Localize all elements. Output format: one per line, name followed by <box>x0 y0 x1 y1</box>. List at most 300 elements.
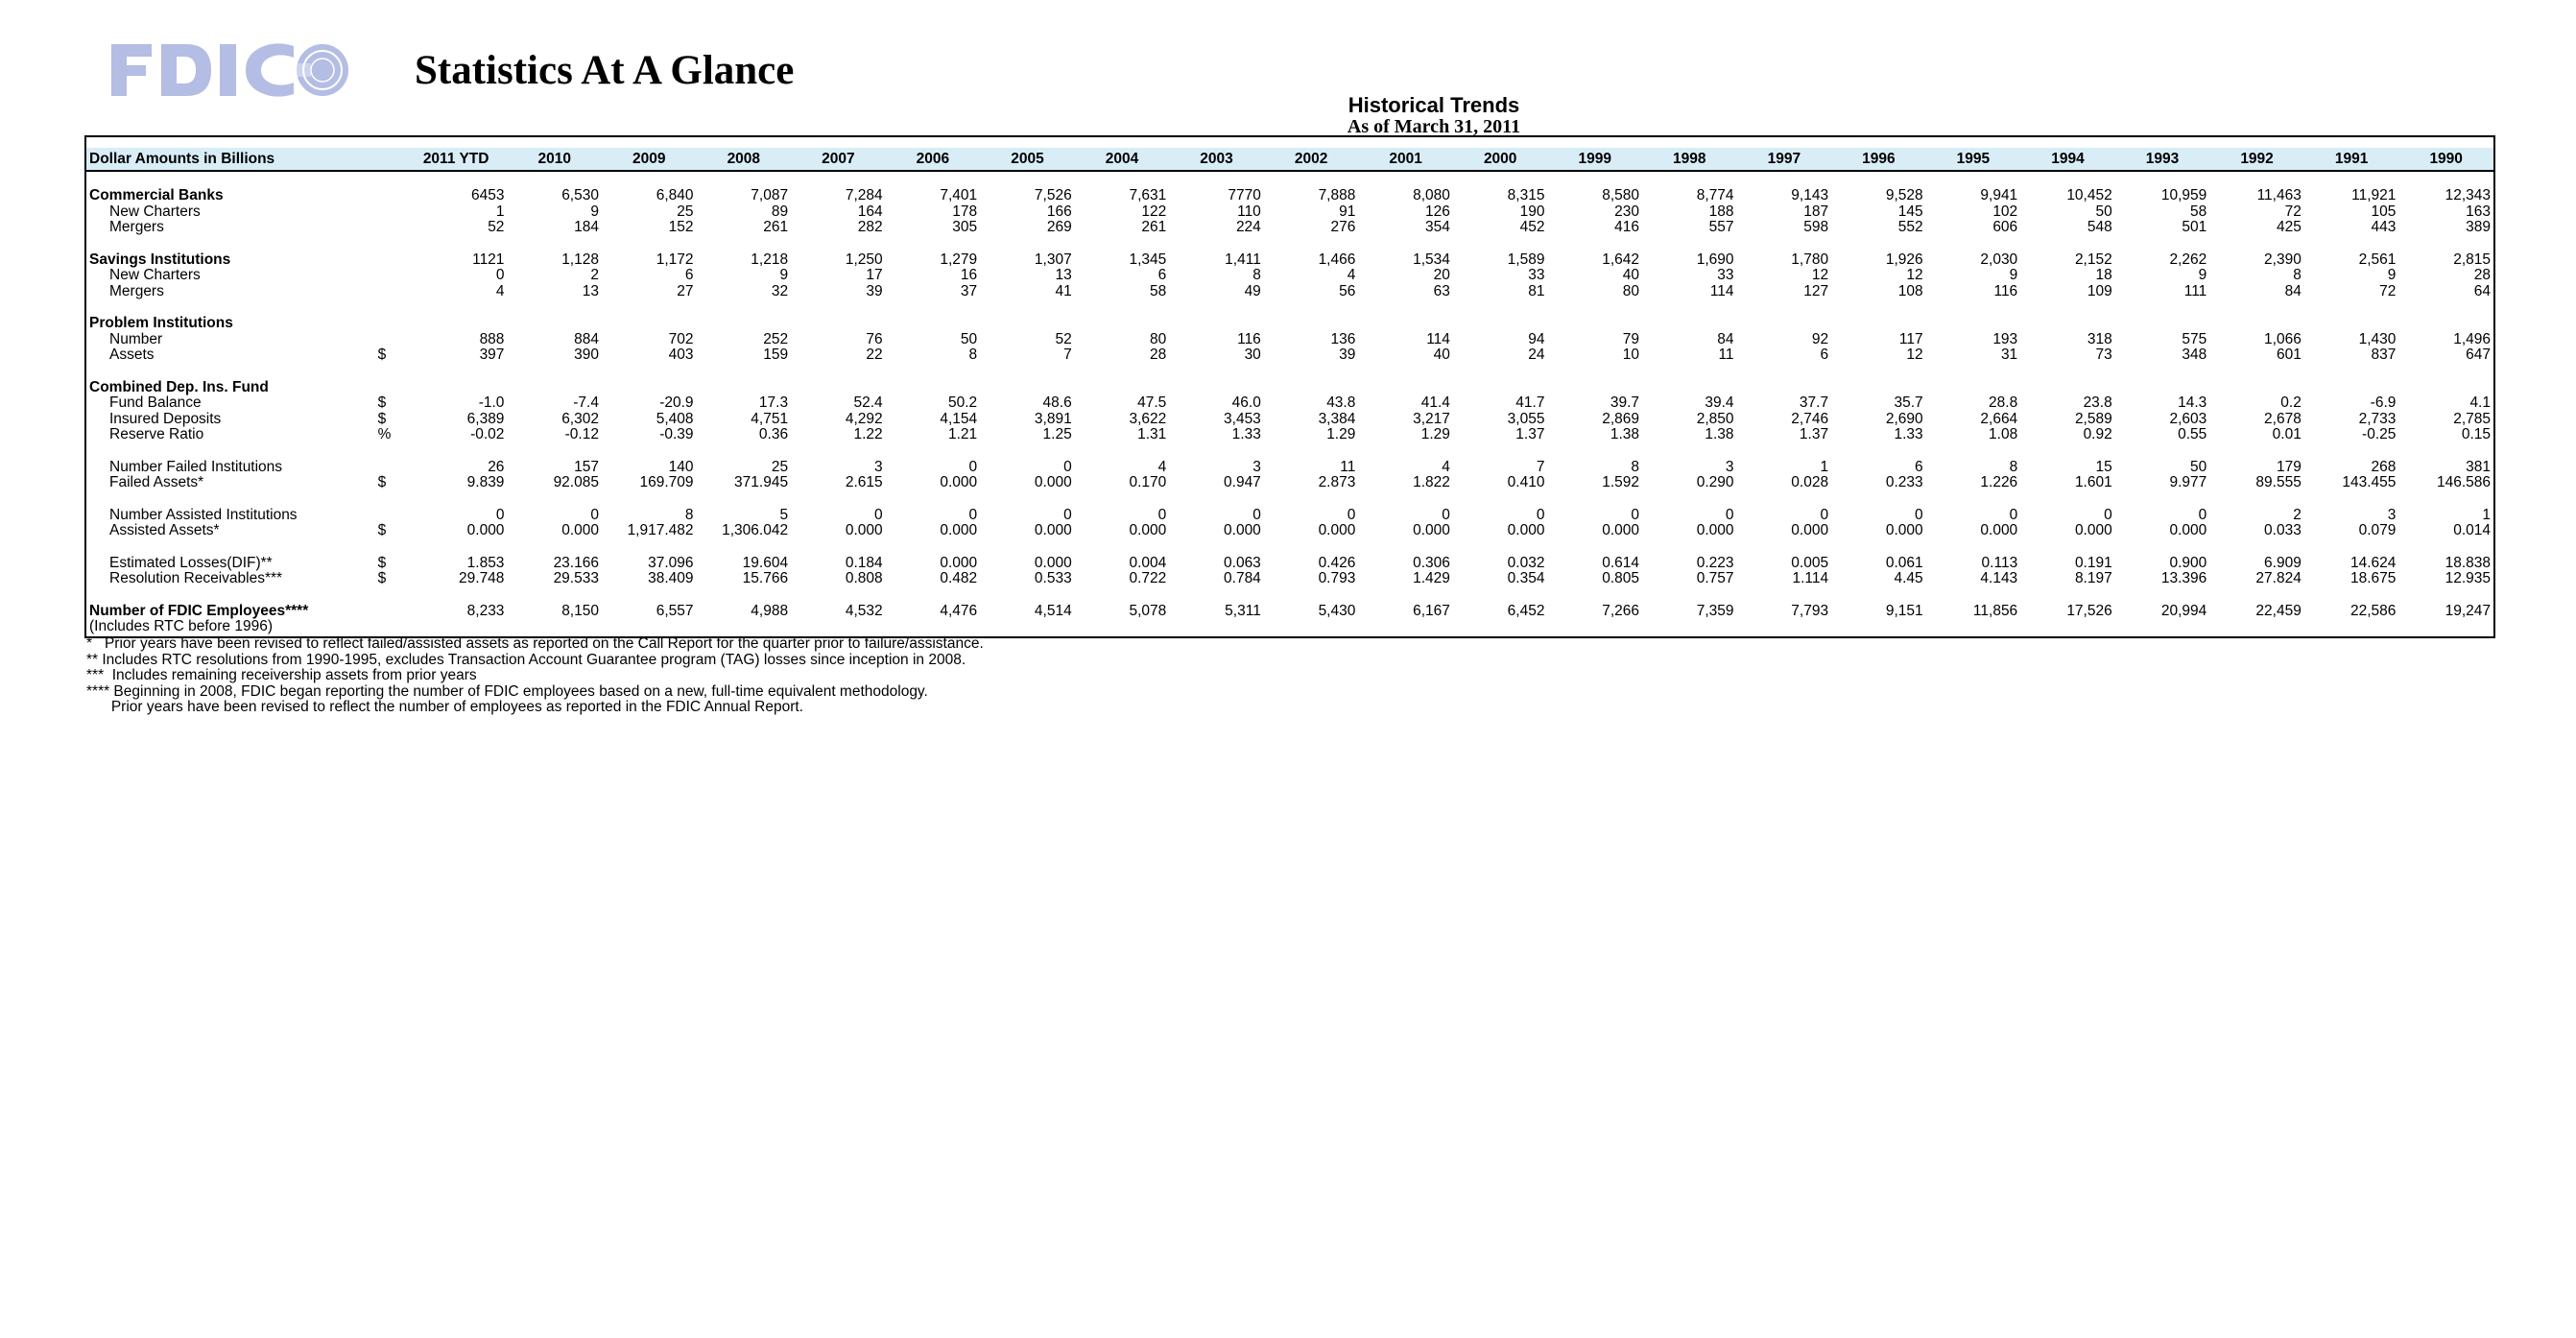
spacer-row <box>86 364 2493 380</box>
table-cell: -0.39 <box>659 426 694 442</box>
table-cell: 11 <box>1718 346 1734 363</box>
table-cell: 0.000 <box>1980 522 2018 538</box>
table-cell: 6 <box>1157 267 1167 283</box>
table-cell: 12 <box>1906 267 1923 283</box>
header-year: 2010 <box>507 148 602 171</box>
table-cell: 0.113 <box>1981 554 2018 571</box>
table-cell: 0.000 <box>1507 522 1545 538</box>
table-cell: 52.4 <box>853 394 883 411</box>
table-row <box>86 395 2493 412</box>
table-cell: 1.37 <box>1799 426 1829 442</box>
table-cell: 0.000 <box>1602 522 1639 538</box>
table-cell: 0.000 <box>940 554 978 571</box>
table-cell: 598 <box>1803 219 1829 235</box>
table-cell: 0 <box>1915 506 1923 523</box>
table-cell: 3 <box>2387 506 2397 523</box>
spacer-cell <box>86 299 2493 316</box>
table-cell: 5,430 <box>1318 602 1356 619</box>
table-cell: 371.945 <box>734 474 789 490</box>
header-year: 2002 <box>1264 148 1359 171</box>
header-year: 2008 <box>697 148 792 171</box>
table-cell: 28.8 <box>1989 394 2018 411</box>
table-cell: 41.4 <box>1420 394 1450 411</box>
report-date: As of March 31, 2011 <box>1347 116 1521 137</box>
table-cell: 169.709 <box>639 474 694 490</box>
spacer-row <box>86 587 2493 604</box>
row-label: New Charters <box>109 267 201 283</box>
table-cell: 33 <box>1528 267 1545 283</box>
table-cell: 50 <box>960 330 978 347</box>
table-cell: 7,631 <box>1129 187 1167 203</box>
table-cell: 0.000 <box>1129 522 1167 538</box>
table-cell: 6,840 <box>656 187 694 203</box>
page-title: Statistics At A Glance <box>415 48 795 93</box>
table-cell: 11,463 <box>2256 187 2302 203</box>
table-cell: 0.92 <box>2083 426 2112 442</box>
table-row <box>86 556 2493 572</box>
table-cell: 15 <box>2095 458 2112 475</box>
table-cell: 0.000 <box>1034 474 1072 490</box>
table-cell: 178 <box>952 203 978 220</box>
table-cell: 166 <box>1046 203 1072 220</box>
row-label: Insured Deposits <box>109 410 222 427</box>
table-cell: 4.143 <box>1980 570 2018 586</box>
table-cell: 0 <box>968 458 978 475</box>
table-cell: -0.12 <box>564 426 599 442</box>
table-cell: 1.429 <box>1413 570 1450 586</box>
table-cell: 1.592 <box>1602 474 1639 490</box>
table-cell: 3,217 <box>1413 410 1450 427</box>
row-unit: $ <box>377 346 387 363</box>
table-cell: 4.1 <box>2469 394 2491 411</box>
table-cell: 8 <box>968 346 978 363</box>
table-cell: 159 <box>763 346 789 363</box>
table-cell: 389 <box>2466 219 2491 235</box>
spacer-row <box>86 171 2493 188</box>
row-unit <box>372 220 405 236</box>
table-cell: 12 <box>1811 267 1829 283</box>
table-cell: 7 <box>1063 346 1072 363</box>
table-cell: 145 <box>1897 203 1923 220</box>
table-cell: 91 <box>1339 203 1356 220</box>
table-cell: 7,888 <box>1318 187 1356 203</box>
table-cell: 111 <box>2183 282 2207 299</box>
table-cell: 1,690 <box>1696 251 1734 268</box>
table-cell: 9 <box>2387 267 2397 283</box>
row-label: Assets <box>109 346 155 363</box>
table-cell: 269 <box>1046 219 1072 235</box>
table-row <box>86 460 2493 476</box>
table-cell: 58 <box>1150 282 1167 299</box>
table-cell: 0.306 <box>1413 554 1450 571</box>
table-cell: 0.061 <box>1885 554 1923 571</box>
table-cell: 2,589 <box>2074 410 2112 427</box>
table-cell: 0 <box>2104 506 2112 523</box>
row-label: Estimated Losses(DIF)** <box>109 554 273 571</box>
table-cell: 9.977 <box>2169 474 2207 490</box>
spacer-cell <box>86 443 2493 460</box>
row-unit <box>372 332 405 348</box>
table-cell: 647 <box>2466 346 2491 363</box>
table-row <box>86 332 2493 348</box>
header-year: 1998 <box>1642 148 1737 171</box>
table-cell: 29.748 <box>459 570 505 586</box>
table-cell: 1.29 <box>1420 426 1450 442</box>
section-heading: Problem Institutions <box>89 315 233 331</box>
table-cell: 72 <box>2284 203 2302 220</box>
table-cell: 0.2 <box>2280 394 2302 411</box>
table-cell: 0.079 <box>2358 522 2397 538</box>
table-cell: 7 <box>1536 458 1545 475</box>
table-cell: 39.7 <box>1610 394 1639 411</box>
table-cell: 102 <box>1992 203 2018 220</box>
table-cell: 20,994 <box>2160 602 2207 619</box>
table-cell: 0.482 <box>940 570 978 586</box>
table-cell: 23.166 <box>553 554 599 571</box>
table-cell: 56 <box>1339 282 1356 299</box>
table-row <box>86 475 2493 491</box>
table-cell: 0 <box>968 506 978 523</box>
table-cell: 17.3 <box>758 394 789 411</box>
table-cell: 0.000 <box>845 522 883 538</box>
table-cell: 0.722 <box>1129 570 1167 586</box>
table-cell: 0 <box>495 267 505 283</box>
table-cell: 9.839 <box>466 474 505 490</box>
table-cell: 0.805 <box>1602 570 1639 586</box>
table-cell: 28 <box>1150 346 1167 363</box>
table-cell: 116 <box>1237 330 1261 347</box>
header-year: 1990 <box>2398 148 2493 171</box>
table-cell: 0 <box>495 506 505 523</box>
table-cell: 27.824 <box>2255 570 2302 586</box>
table-cell: 2 <box>2293 506 2302 523</box>
table-cell: 187 <box>1803 203 1829 220</box>
table-cell: 188 <box>1708 203 1734 220</box>
table-cell: 20 <box>1433 267 1450 283</box>
table-cell: 5 <box>779 506 789 523</box>
row-unit <box>372 508 405 524</box>
table-cell: 9,151 <box>1885 602 1923 619</box>
table-cell: 0 <box>1725 506 1734 523</box>
table-cell: 1,345 <box>1129 251 1167 268</box>
table-cell: 0 <box>1252 506 1261 523</box>
table-cell: 80 <box>1622 282 1639 299</box>
table-cell: 108 <box>1897 282 1923 299</box>
row-label: Reserve Ratio <box>109 426 204 442</box>
table-cell: 11,856 <box>1972 602 2018 619</box>
row-label: Mergers <box>109 219 164 235</box>
table-cell: 22,459 <box>2255 602 2302 619</box>
table-row <box>86 508 2493 524</box>
table-cell: 9 <box>590 203 599 220</box>
table-cell: 2,664 <box>1980 410 2018 427</box>
row-unit: $ <box>377 474 387 490</box>
table-cell: 0.426 <box>1318 554 1356 571</box>
table-cell: 89.555 <box>2255 474 2302 490</box>
table-cell: 7,401 <box>940 187 978 203</box>
table-cell: 11 <box>1340 458 1356 475</box>
row-note: (Includes RTC before 1996) <box>89 618 273 634</box>
table-cell: 1.37 <box>1515 426 1545 442</box>
table-cell: 52 <box>488 219 505 235</box>
table-cell: 46.0 <box>1231 394 1261 411</box>
table-cell: 5,078 <box>1129 602 1167 619</box>
table-cell: 1,926 <box>1885 251 1923 268</box>
table-cell: 6 <box>1820 346 1829 363</box>
table-cell: 94 <box>1528 330 1545 347</box>
table-cell: 26 <box>488 458 505 475</box>
row-label: Number Assisted Institutions <box>109 506 298 523</box>
table-cell: 0.184 <box>845 554 883 571</box>
table-cell: 1 <box>2482 506 2491 523</box>
table-cell: 64 <box>2473 282 2491 299</box>
table-cell: 606 <box>1992 219 2018 235</box>
table-cell: 7770 <box>1228 187 1261 203</box>
table-cell: 1,466 <box>1318 251 1356 268</box>
table-cell: 1121 <box>472 251 505 268</box>
row-label: Fund Balance <box>109 394 202 411</box>
table-cell: 0.000 <box>2074 522 2112 538</box>
table-cell: 48.6 <box>1042 394 1072 411</box>
table-cell: 7,793 <box>1791 602 1829 619</box>
table-cell: 4,476 <box>940 602 978 619</box>
table-cell: 140 <box>668 458 694 475</box>
table-cell: 15.766 <box>742 570 789 586</box>
footnote: * Prior years have been revised to reflect failed/assisted assets as reported on the Call Report for the quarter prior to failure/assistance. <box>86 635 984 652</box>
report-title: Historical Trends <box>1348 93 1520 117</box>
table-cell: 3 <box>874 458 883 475</box>
table-cell: 0 <box>1157 506 1167 523</box>
table-cell: 17,526 <box>2066 602 2112 619</box>
table-cell: 72 <box>2379 282 2397 299</box>
table-cell: 354 <box>1425 219 1450 235</box>
table-cell: 8 <box>2009 458 2018 475</box>
table-cell: 261 <box>1141 219 1167 235</box>
table-cell: 1,430 <box>2358 330 2397 347</box>
table-cell: 1,780 <box>1791 251 1829 268</box>
table-cell: 4,514 <box>1034 602 1072 619</box>
table-cell: 6 <box>1915 458 1923 475</box>
row-unit <box>372 252 405 269</box>
table-cell: 2,561 <box>2358 251 2397 268</box>
row-label: Commercial Banks <box>89 187 224 203</box>
table-row <box>86 347 2493 364</box>
table-cell: 9 <box>779 267 789 283</box>
row-unit <box>372 460 405 476</box>
table-cell: 33 <box>1717 267 1734 283</box>
table-row <box>86 220 2493 236</box>
table-cell: 1.31 <box>1137 426 1167 442</box>
table-cell: 0.290 <box>1696 474 1734 490</box>
table-cell: 1.38 <box>1705 426 1734 442</box>
table-cell: 2,678 <box>2264 410 2302 427</box>
table-cell: 52 <box>1055 330 1072 347</box>
header-year: 2006 <box>886 148 981 171</box>
table-cell: 0.808 <box>845 570 883 586</box>
table-cell: 1,172 <box>656 251 694 268</box>
table-cell: 2,746 <box>1791 410 1829 427</box>
table-cell: 105 <box>2371 203 2397 220</box>
table-cell: 10,959 <box>2160 187 2207 203</box>
table-cell: 1.21 <box>948 426 978 442</box>
table-cell: 12 <box>1906 346 1923 363</box>
header-year: 2009 <box>602 148 697 171</box>
table-cell: 2 <box>590 267 599 283</box>
table-row <box>86 252 2493 269</box>
table-cell: 19,247 <box>2445 602 2491 619</box>
table-cell: 114 <box>1426 330 1450 347</box>
row-label: Number of FDIC Employees**** <box>89 602 309 619</box>
table-cell: 2,815 <box>2453 251 2491 268</box>
table-cell: 0.005 <box>1791 554 1829 571</box>
table-cell: 35.7 <box>1894 394 1923 411</box>
table-cell: 92.085 <box>553 474 599 490</box>
table-cell: 702 <box>668 330 694 347</box>
table-cell: 2,030 <box>1980 251 2018 268</box>
table-cell: 0.000 <box>466 522 505 538</box>
table-cell: 89 <box>771 203 789 220</box>
table-cell: 80 <box>1150 330 1167 347</box>
table-cell: 14.624 <box>2349 554 2397 571</box>
table-cell: 37.7 <box>1799 394 1829 411</box>
table-cell: 41 <box>1055 282 1072 299</box>
table-cell: 0.223 <box>1696 554 1734 571</box>
note-row <box>86 619 2493 635</box>
table-cell: 37.096 <box>648 554 694 571</box>
table-cell: 9 <box>2009 267 2018 283</box>
table-cell: 18 <box>2095 267 2112 283</box>
table-cell: 0 <box>1442 506 1450 523</box>
table-cell: 8,774 <box>1696 187 1734 203</box>
table-cell: 43.8 <box>1326 394 1356 411</box>
table-cell: 28 <box>2473 267 2491 283</box>
table-cell: 0.000 <box>940 474 978 490</box>
table-cell: 18.675 <box>2349 570 2397 586</box>
table-cell: 1,534 <box>1413 251 1450 268</box>
table-cell: 4,751 <box>751 410 789 427</box>
header-unit-cell <box>372 148 405 171</box>
table-cell: 27 <box>677 282 694 299</box>
row-unit: $ <box>377 570 387 586</box>
table-cell: 4,532 <box>845 602 883 619</box>
table-cell: 0.757 <box>1696 570 1734 586</box>
table-cell: 6453 <box>470 187 505 203</box>
table-cell: 261 <box>763 219 789 235</box>
table-cell: 92 <box>1811 330 1829 347</box>
footnotes <box>86 636 984 716</box>
section-heading: Combined Dep. Ins. Fund <box>89 378 269 395</box>
table-cell: -0.02 <box>470 426 505 442</box>
table-cell: 1.822 <box>1413 474 1450 490</box>
table-cell: 0 <box>1063 506 1072 523</box>
table-cell: 1,306.042 <box>722 522 789 538</box>
table-row <box>86 188 2493 204</box>
table-cell: 2,850 <box>1696 410 1734 427</box>
table-cell: 452 <box>1519 219 1545 235</box>
table-cell: 0.793 <box>1318 570 1356 586</box>
row-label: Number Failed Institutions <box>109 458 283 475</box>
header-year: 2005 <box>980 148 1075 171</box>
table-cell: 0.170 <box>1129 474 1167 490</box>
spacer-cell <box>86 171 2493 188</box>
table-cell: 6,452 <box>1507 602 1545 619</box>
table-cell: 1.114 <box>1792 570 1829 586</box>
table-cell: 9,941 <box>1980 187 2018 203</box>
spacer-cell <box>86 587 2493 604</box>
table-cell: 0 <box>590 506 599 523</box>
row-unit: % <box>377 426 392 442</box>
header-year: 1996 <box>1831 148 1926 171</box>
table-cell: -1.0 <box>478 394 505 411</box>
row-unit <box>372 604 405 620</box>
table-cell: 0.014 <box>2453 522 2491 538</box>
table-cell: 22 <box>866 346 883 363</box>
table-cell: 184 <box>574 219 599 235</box>
table-cell: 0.000 <box>2169 522 2207 538</box>
table-cell: 117 <box>1898 330 1923 347</box>
table-cell: 501 <box>2182 219 2207 235</box>
table-cell: 884 <box>574 330 599 347</box>
table-cell: 4 <box>495 282 505 299</box>
table-cell: 37 <box>960 282 978 299</box>
table-cell: 4,154 <box>940 410 978 427</box>
table-cell: 3,622 <box>1129 410 1167 427</box>
table-cell: 601 <box>2276 346 2302 363</box>
table-cell: 193 <box>1992 330 2018 347</box>
footnote: *** Includes remaining receivership assets from prior years <box>86 667 477 683</box>
header-year: 2003 <box>1169 148 1264 171</box>
table-cell: 0.000 <box>1791 522 1829 538</box>
row-unit: $ <box>377 522 387 538</box>
table-cell: 40 <box>1433 346 1450 363</box>
footnote: **** Beginning in 2008, FDIC began reporting the number of FDIC employees based on a new, full-time equivalent methodology. <box>86 682 928 700</box>
table-cell: 282 <box>857 219 883 235</box>
row-label: Resolution Receivables*** <box>109 570 283 586</box>
table-cell: 14.3 <box>2178 394 2207 411</box>
table-cell: -20.9 <box>659 394 694 411</box>
table-cell: 8,080 <box>1413 187 1450 203</box>
header-year: 1997 <box>1737 148 1832 171</box>
table-cell: 1,218 <box>751 251 789 268</box>
footnote: ** Includes RTC resolutions from 1990-1995, excludes Transaction Account Guarantee program (TAG) losses since inception in 2008. <box>86 651 966 668</box>
table-cell: 136 <box>1330 330 1356 347</box>
table-cell: 6.909 <box>2264 554 2302 571</box>
table-cell: 164 <box>857 203 883 220</box>
table-cell: 1.08 <box>1989 426 2018 442</box>
table-cell: 50 <box>2095 203 2112 220</box>
table-cell: 0.533 <box>1034 570 1072 586</box>
table-cell: 3,055 <box>1507 410 1545 427</box>
table-cell: 0.000 <box>1413 522 1450 538</box>
table-cell: 1.22 <box>853 426 883 442</box>
table-cell: 81 <box>1528 282 1545 299</box>
table-cell: 5,408 <box>656 410 694 427</box>
table-cell: 348 <box>2182 346 2207 363</box>
row-label: Number <box>109 330 163 347</box>
row-label: Savings Institutions <box>89 251 231 268</box>
table-cell: 557 <box>1708 219 1734 235</box>
table-cell: 3 <box>1725 458 1734 475</box>
table-cell: 1,128 <box>561 251 599 268</box>
table-cell: 1,917.482 <box>627 522 694 538</box>
header-year: 2000 <box>1453 148 1548 171</box>
table-cell: 9,143 <box>1791 187 1829 203</box>
table-cell: 1 <box>495 203 505 220</box>
table-cell: 425 <box>2276 219 2302 235</box>
header-year: 2011 YTD <box>405 148 508 171</box>
table-cell: 152 <box>668 219 694 235</box>
table-cell: 12.935 <box>2445 570 2491 586</box>
